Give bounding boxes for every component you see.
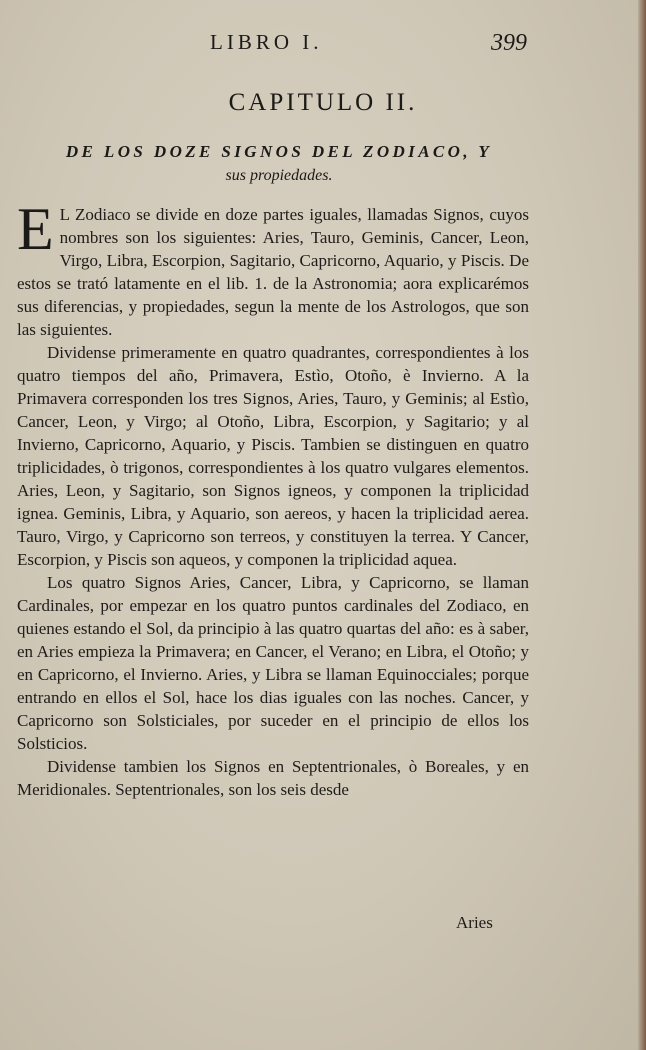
chapter-title: CAPITULO II. (228, 89, 418, 116)
drop-cap: E (17, 196, 54, 262)
paragraph-1 (17, 196, 529, 341)
chapter-subtitle (20, 140, 538, 188)
running-head (0, 30, 646, 60)
page-number: 399 (491, 30, 527, 56)
paragraph-4: Dividense tambien los Signos en Septentrionales, ò Boreales, y en Meridionales. Septentrionales, son los seis desde (17, 757, 529, 799)
paragraph-2: Dividense primeramente en quatro quadrantes, correspondientes à los quatro tiempos del año, Primavera, Estìo, Otoño, è Invierno. A la Primavera corresponden los tres Signos, Aries, Tauro, y Geminis; al Estìo, Cancer, Leon, y Virgo; al Otoño, Libra, Escorpion, y Sagitario; y al Invierno, Capricorno, Aquario, y Piscis. Tambien se distinguen en quatro triplicidades, ò trigonos, correspondientes à los quatro vulgares elementos. Aries, Leon, y Sagitario, son Signos igneos, y componen la triplicidad ignea. Geminis, Libra, y Aquario, son aereos, y hacen la triplicidad aerea. Tauro, Virgo, y Capricorno son terreos, y constituyen la terrea. Y Cancer, Escorpion, y Piscis son aqueos, y componen la triplicidad aquea. (17, 343, 529, 569)
paragraph-1-text: L Zodiaco se divide en doze partes iguales, llamadas Signos, cuyos nombres son los siguientes: Aries, Tauro, Geminis, Cancer, Leon, Virgo, Libra, Escorpion, Sagitario, Capricorno, Aquario, y Piscis. De estos se trató latamente en el lib. 1. de la Astronomia; aora explicarémos sus diferencias, y propiedades, segun la mente de los Astrologos, que son las siguientes. (17, 205, 529, 339)
subtitle-line-1: DE LOS DOZE SIGNOS DEL ZODIACO, Y (65, 142, 493, 161)
subtitle-line-2: sus propiedades. (225, 167, 333, 184)
catch-word: Aries (456, 913, 493, 932)
running-title: LIBRO I. (210, 30, 323, 54)
page-edge (638, 0, 646, 1050)
paragraph-3: Los quatro Signos Aries, Cancer, Libra, y Capricorno, se llaman Cardinales, por empezar en los quatro puntos cardinales del Zodiaco, en quienes estando el Sol, da principio à las quatro quartas del año: es à saber, en Aries empieza la Primavera; en Cancer, el Verano; en Libra, el Otoño; y en Capricorno, el Invierno. Aries, y Libra se llaman Equinocciales; porque entrando en ellos el Sol, hace los dias iguales con las noches. Cancer, y Capricorno son Solsticiales, por suceder en el principio de ellos los Solsticios. (17, 573, 529, 753)
body-text (17, 196, 529, 801)
